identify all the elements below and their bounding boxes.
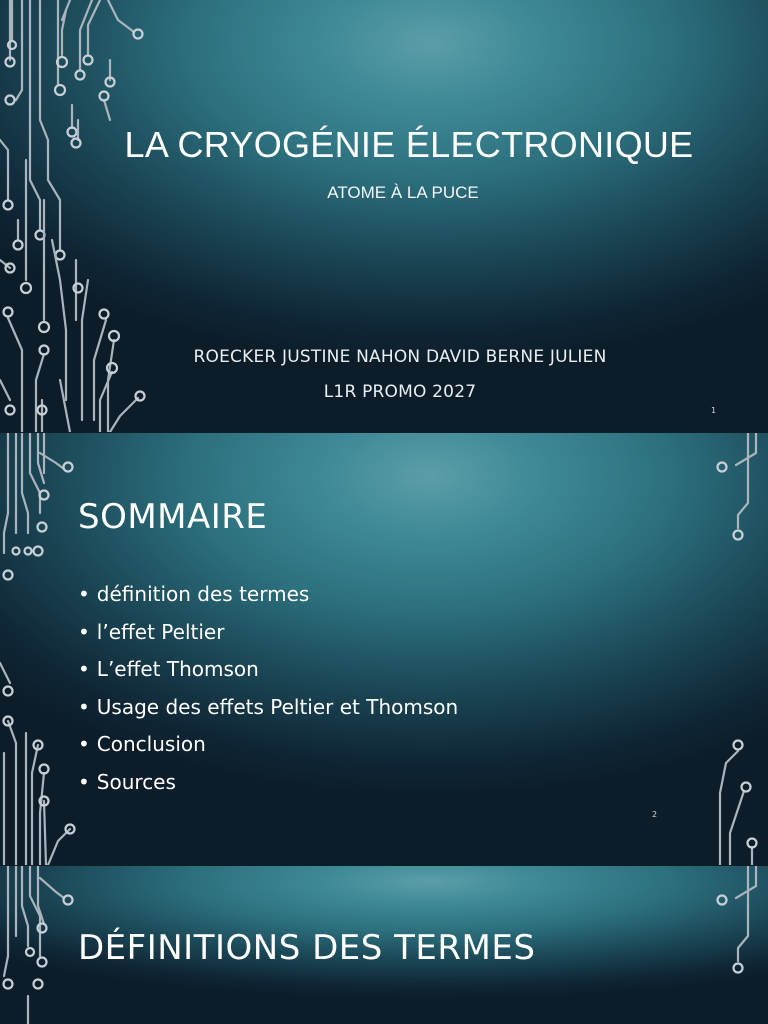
slide-heading: DÉFINITIONS DES TERMES bbox=[78, 928, 536, 968]
page-number: 1 bbox=[711, 406, 717, 415]
authors-line: ROECKER JUSTINE NAHON DAVID BERNE JULIEN bbox=[193, 347, 607, 367]
list-item: • Usage des effets Peltier et Thomson bbox=[78, 693, 458, 731]
list-item: • Conclusion bbox=[78, 730, 458, 768]
page-number: 2 bbox=[652, 810, 658, 819]
list-item: • définition des termes bbox=[78, 580, 458, 618]
slide-heading: SOMMAIRE bbox=[78, 497, 268, 537]
circuit-decoration-left bbox=[0, 0, 768, 432]
bullet-list bbox=[78, 580, 458, 806]
slide-1[interactable] bbox=[0, 0, 768, 432]
slide-title: LA CRYOGÉNIE ÉLECTRONIQUE bbox=[124, 124, 694, 165]
promo-line: L1R PROMO 2027 bbox=[323, 382, 477, 402]
slide-subtitle: ATOME À LA PUCE bbox=[327, 183, 479, 202]
list-item: • L’effet Thomson bbox=[78, 655, 458, 693]
list-item: • l’effet Peltier bbox=[78, 618, 458, 656]
list-item: • Sources bbox=[78, 768, 458, 806]
